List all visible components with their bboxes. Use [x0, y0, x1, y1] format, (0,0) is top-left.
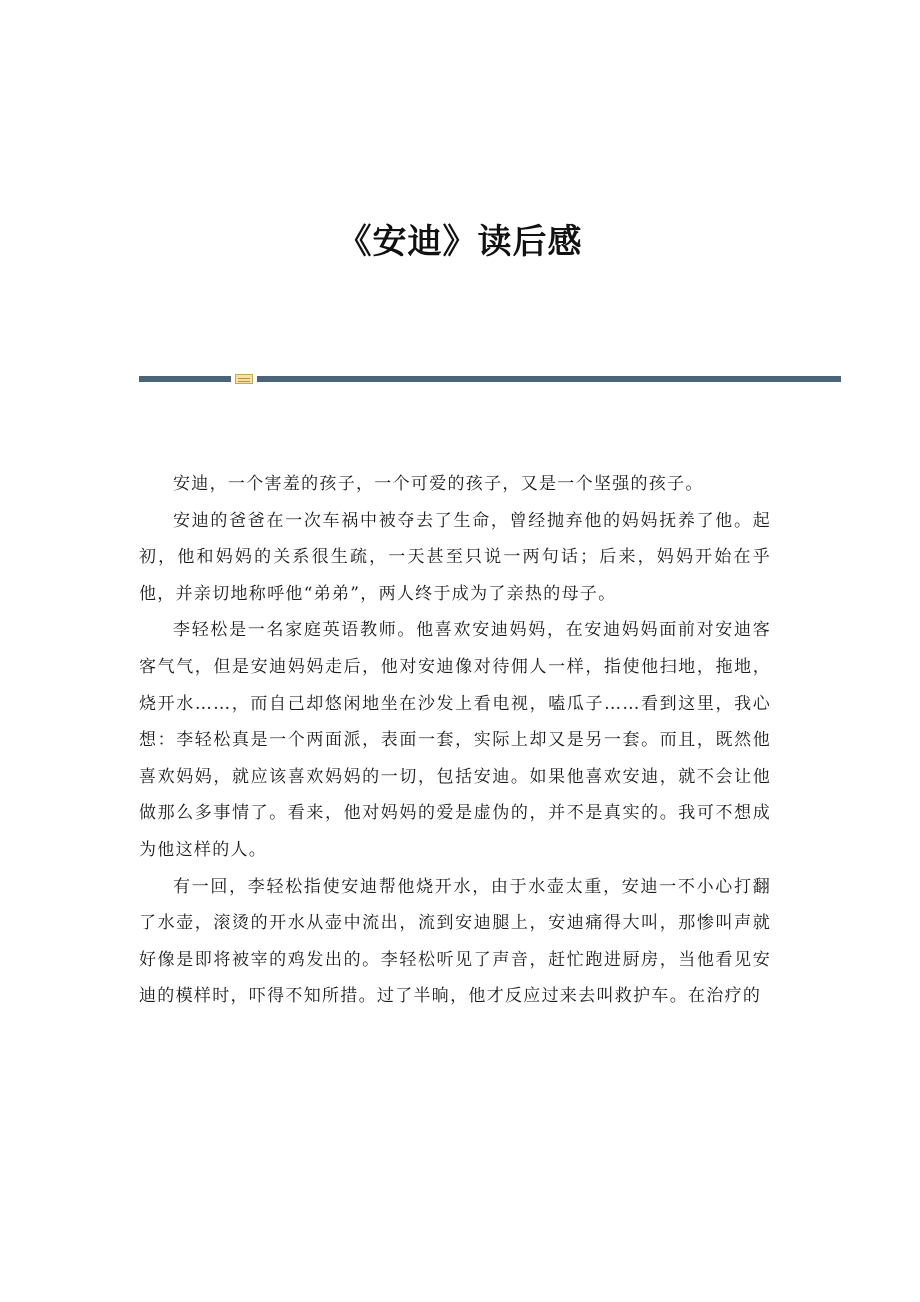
paragraph: 有一回，李轻松指使安迪帮他烧开水，由于水壶太重，安迪一不小心打翻了水壶，滚烫的开水从壶中流出，流到安迪腿上，安迪痛得大叫，那惨叫声就好像是即将被宰的鸡发出的。李轻松听见了声音，赶忙跑进厨房，当他看见安迪的模样时，吓得不知所措。过了半晌，他才反应过来去叫救护车。在治疗的 — [139, 876, 771, 1007]
paragraph: 安迪的爸爸在一次车祸中被夺去了生命，曾经抛弃他的妈妈抚养了他。起初，他和妈妈的关系很生疏，一天甚至只说一两句话；后来，妈妈开始在乎他，并亲切地称呼他“弟弟”，两人终于成为了亲热的母子。 — [139, 510, 771, 604]
divider-ornament-icon — [235, 374, 253, 384]
title-divider — [139, 374, 841, 384]
article-body — [139, 466, 771, 1015]
divider-bar-right — [257, 376, 841, 382]
paragraph: 安迪，一个害羞的孩子，一个可爱的孩子，又是一个坚强的孩子。 — [173, 474, 704, 494]
page-title: 《安迪》读后感 — [337, 222, 583, 262]
paragraph: 李轻松是一名家庭英语教师。他喜欢安迪妈妈，在安迪妈妈面前对安迪客客气气，但是安迪妈妈走后，他对安迪像对待佣人一样，指使他扫地，拖地，烧开水……，而自己却悠闲地坐在沙发上看电视，嗑瓜子……看到这里，我心想：李轻松真是一个两面派，表面一套，实际上却又是另一套。而且，既然他喜欢妈妈，就应该喜欢妈妈的一切，包括安迪。如果他喜欢安迪，就不会让他做那么多事情了。看来，他对妈妈的爱是虚伪的，并不是真实的。我可不想成为他这样的人。 — [139, 620, 771, 860]
divider-bar-left — [139, 376, 231, 382]
